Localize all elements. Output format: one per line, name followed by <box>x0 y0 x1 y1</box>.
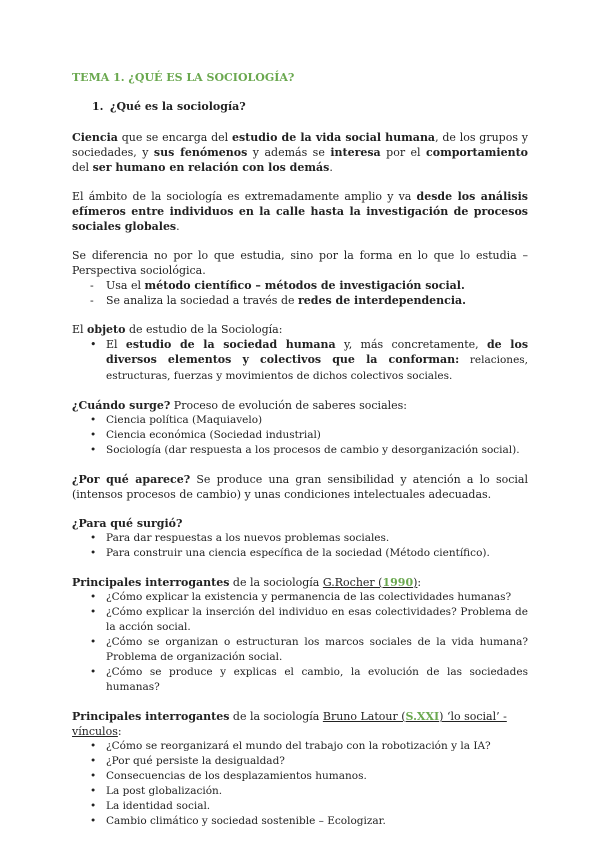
list-item: • Consecuencias de los desplazamientos humanos. <box>72 769 528 784</box>
definition-paragraph: Ciencia que se encarga del estudio de la vida social humana, de los grupos y sociedades, y sus fenómenos y además se interesa por el comportamiento del ser humano en relación con los demás. <box>72 131 529 174</box>
section-heading <box>92 99 528 114</box>
latour-heading: Principales interrogantes de la sociología Bruno Latour (S.XXI) ‘lo social’ - vínculos: <box>72 710 507 738</box>
section-title: ¿Qué es la sociología? <box>110 100 246 113</box>
list-item: • La identidad social. <box>72 799 528 814</box>
perspective-list <box>72 278 528 308</box>
cuando-block <box>72 398 528 458</box>
objeto-block <box>72 322 528 384</box>
list-item: • ¿Cómo explicar la existencia y permanencia de las colectividades humanas? <box>72 590 528 605</box>
list-item: • ¿Cómo se organizan o estructuran los marcos sociales de la vida humana? Problema de organización social. <box>72 635 528 665</box>
list-item: - Usa el método científico – métodos de investigación social. <box>72 278 528 293</box>
list-item: • ¿Cómo se reorganizará el mundo del trabajo con la robotización y la IA? <box>72 739 528 754</box>
list-item: • Sociología (dar respuesta a los procesos de cambio y desorganización social). <box>72 443 528 458</box>
page-title: TEMA 1. ¿QUÉ ES LA SOCIOLOGÍA? <box>72 71 295 84</box>
term-ciencia: Ciencia <box>72 131 118 144</box>
paraque-heading: ¿Para qué surgió? <box>72 517 183 530</box>
rocher-heading: Principales interrogantes de la sociología G.Rocher (1990): <box>72 576 422 589</box>
latour-block <box>72 709 528 829</box>
list-item: • Ciencia política (Maquiavelo) <box>72 413 528 428</box>
porque-paragraph: ¿Por qué aparece? Se produce una gran sensibilidad y atención a lo social (intensos procesos de cambio) y unas condiciones intelectuales adecuadas. <box>72 473 528 501</box>
cuando-list <box>72 413 528 458</box>
paraque-block <box>72 516 528 561</box>
list-item: • Para dar respuestas a los nuevos problemas sociales. <box>72 531 528 546</box>
paraque-list <box>72 531 528 561</box>
list-item: • ¿Cómo explicar la inserción del individuo en esas colectividades? Problema de la acción social. <box>72 605 528 635</box>
objeto-list <box>72 337 528 384</box>
list-item: • Para construir una ciencia específica de la sociedad (Método científico). <box>72 546 528 561</box>
perspective-text: Se diferencia no por lo que estudia, sino por la forma en lo que lo estudia – Perspectiva sociológica. <box>72 249 528 277</box>
list-item: • ¿Cómo se produce y explicas el cambio, la evolución de las sociedades humanas? <box>72 665 528 695</box>
cuando-heading: ¿Cuándo surge? Proceso de evolución de saberes sociales: <box>72 399 408 412</box>
section-number: 1. <box>92 100 104 113</box>
list-item: • Cambio climático y sociedad sostenible – Ecologizar. <box>72 814 528 829</box>
latour-list <box>72 739 528 829</box>
document-page <box>72 70 528 843</box>
list-item: • ¿Por qué persiste la desigualdad? <box>72 754 528 769</box>
perspective-block <box>72 248 528 308</box>
scope-paragraph: El ámbito de la sociología es extremadamente amplio y va desde los análisis efímeros entre individuos en la calle hasta la investigación de procesos sociales globales. <box>72 190 528 233</box>
list-item: • La post globalización. <box>72 784 528 799</box>
objeto-heading: El objeto de estudio de la Sociología: <box>72 323 283 336</box>
list-item: • El estudio de la sociedad humana y, más concretamente, de los diversos elementos y colectivos que la conforman: relaciones, estructuras, fuerzas y movimientos de dichos colectivos sociales. <box>72 337 528 384</box>
list-item: • Ciencia económica (Sociedad industrial) <box>72 428 528 443</box>
rocher-block <box>72 575 528 695</box>
rocher-list <box>72 590 528 695</box>
list-item: - Se analiza la sociedad a través de redes de interdependencia. <box>72 293 528 308</box>
